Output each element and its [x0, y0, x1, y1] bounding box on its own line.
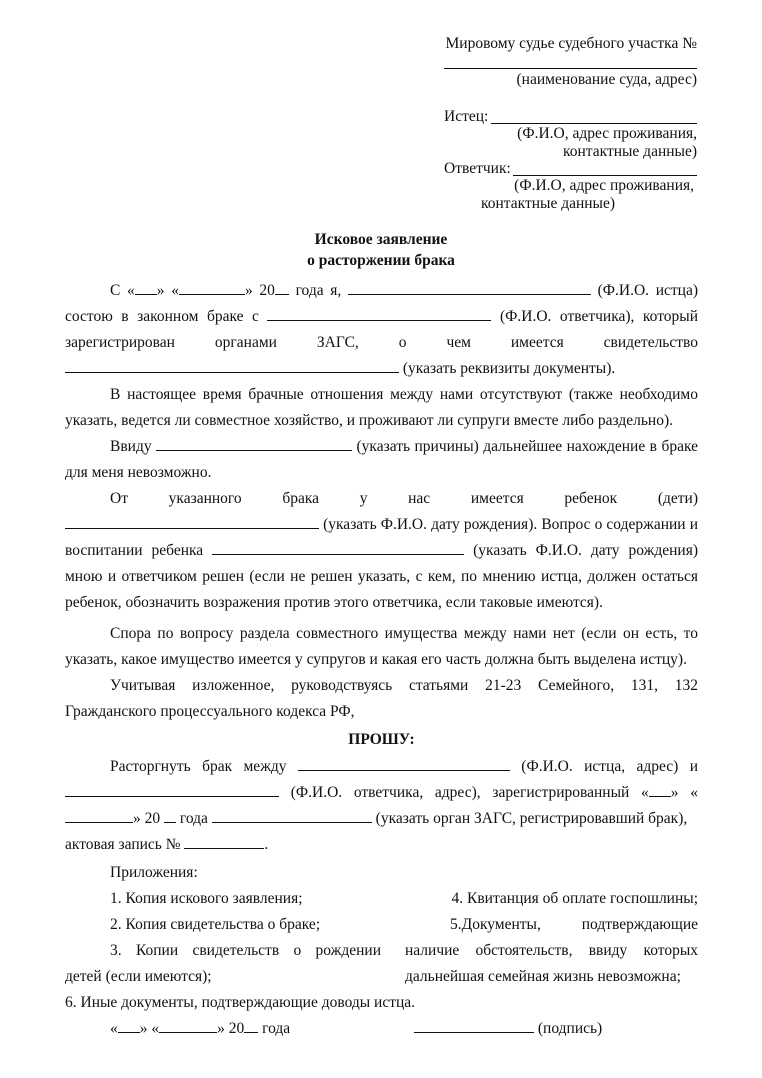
attachment-item-6: 6. Иные документы, подтверждающие доводы истца.	[65, 994, 416, 1011]
footer-day-blank	[118, 1019, 140, 1033]
attachment-item-5-part-a: 5.Документы,	[450, 916, 541, 933]
attachment-item-5-part-b: подтверждающие	[581, 916, 698, 933]
court-name-blank	[444, 68, 697, 69]
month-blank	[179, 281, 245, 295]
plaintiff-name-blank	[348, 281, 591, 295]
request-plaintiff-blank	[298, 757, 510, 771]
request-heading: ПРОШУ:	[348, 731, 415, 748]
reg-month-blank	[65, 809, 133, 823]
paragraph-reasons: Ввиду (указать причины) дальнейшее нахождение в браке для меня невозможно.	[65, 438, 698, 481]
attachment-item-5-line-3: дальнейшая семейная жизнь невозможна;	[405, 968, 681, 985]
reg-day-blank	[649, 783, 671, 797]
footer-year-blank	[244, 1019, 258, 1033]
plaintiff-field	[444, 107, 488, 127]
document-title	[0, 229, 762, 271]
request-heading-block	[65, 727, 698, 753]
record-number-blank	[184, 835, 264, 849]
year-blank	[275, 281, 289, 295]
attachment-item-4: 4. Квитанция об оплате госпошлины;	[451, 890, 698, 907]
defendant-hint-2: контактные данные)	[481, 195, 616, 212]
paragraph-children: От указанного брака у нас имеется ребенок (дети) (указать Ф.И.О. дату рождения). Вопрос о содержании и воспитании ребенка (указать Ф.И.О. дату рождения) мною и ответчиком решен (если не решен указать, с кем, по мнению истца, должен остаться ребенок, обозначить возражения против этого ответчика, если таковые имеются).	[65, 490, 699, 611]
title-line-1: Исковое заявление	[314, 231, 448, 248]
certificate-details-blank	[65, 359, 399, 373]
reasons-blank	[156, 437, 352, 451]
day-blank	[135, 281, 157, 295]
plaintiff-hint-1: (Ф.И.О, адрес проживания,	[517, 125, 697, 142]
court-hint: (наименование суда, адрес)	[516, 71, 697, 88]
defendant-field	[444, 159, 511, 179]
paragraph-marriage: С « » « » 20 года я, (Ф.И.О. истца) состою в законном браке с (Ф.И.О. ответчика), который зарегистрирован органами ЗАГС, о чем имеется свидетельство (указать реквизиты документы).	[65, 282, 699, 377]
defendant-name-blank	[267, 307, 491, 321]
children-blank	[65, 515, 319, 529]
paragraph-relations: В настоящее время брачные отношения между нами отсутствуют (также необходимо указать, ведется ли совместное хозяйство, и проживают ли супруги вместе либо раздельно).	[65, 386, 698, 429]
attachments-heading: Приложения:	[110, 864, 198, 881]
plaintiff-label: Истец:	[444, 108, 489, 125]
attachment-item-3-line-1: 3. Копии свидетельств о рождении	[110, 942, 381, 959]
title-line-2: о расторжении брака	[307, 252, 455, 269]
attachment-item-1: 1. Копия искового заявления;	[110, 890, 303, 907]
signature-field: (подпись)	[414, 1016, 602, 1042]
footer-month-blank	[159, 1019, 217, 1033]
paragraph-legal-basis: Учитывая изложенное, руководствуясь статьями 21-23 Семейного, 131, 132 Гражданского процессуального кодекса РФ,	[65, 677, 698, 720]
signature-blank	[414, 1019, 534, 1033]
attachment-item-2: 2. Копия свидетельства о браке;	[110, 916, 321, 933]
attachment-item-3-line-2: детей (если имеются);	[65, 968, 212, 985]
plaintiff-hint-2: контактные данные)	[562, 143, 697, 160]
reg-year-blank	[164, 809, 176, 823]
child-name-blank	[212, 541, 464, 555]
attachment-item-5-line-2: наличие обстоятельств, ввиду которых	[405, 942, 698, 959]
registry-office-blank	[212, 809, 372, 823]
defendant-label: Ответчик:	[444, 160, 511, 177]
paragraph-property: Спора по вопросу раздела совместного имущества между нами нет (если он есть, то указать, какое имущество имеется у супругов и какая его часть должна быть выделена истцу).	[65, 625, 698, 668]
paragraph-request: Расторгнуть брак между (Ф.И.О. истца, адрес) и (Ф.И.О. ответчика, адрес), зарегистрированный « » «» 20 года (указать орган ЗАГС, регистрировавший брак), актовая запись № .	[65, 758, 698, 853]
footer-date: « » « » 20 года	[110, 1020, 291, 1037]
court-addressee: Мировому судье судебного участка №	[445, 35, 697, 52]
defendant-hint-1: (Ф.И.О, адрес проживания,	[514, 177, 694, 194]
request-defendant-blank	[65, 783, 279, 797]
